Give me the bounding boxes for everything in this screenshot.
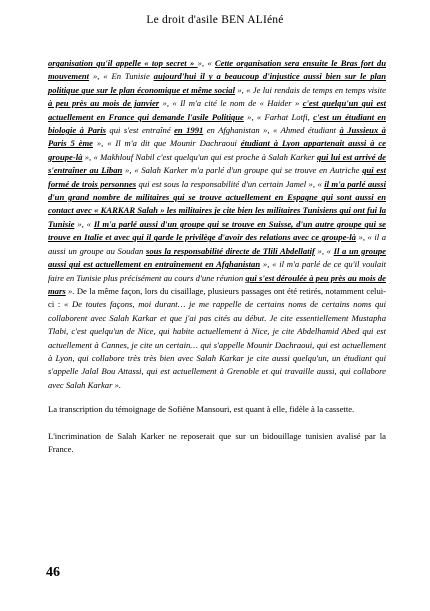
quote-segment: », « il a aussi un groupe au Soudan [48,232,386,256]
emphasized-quote-segment: en 1991 [174,125,204,136]
quote-segment: », « Je lui rendais de temps en temps visite [234,84,386,95]
emphasized-quote-segment: Il a un groupe aussi qui est actuellement en entraînement en Afghanistan [48,245,386,270]
quote-segment: ». [65,285,77,296]
emphasized-quote-segment: c'est un étudiant en biologie à Paris [48,111,386,136]
emphasized-quote-segment: aujourd'hui il y a beaucoup d'injustice aussi bien sur le plan politique que sur le plan économique et même social [48,71,386,95]
quote-segment: », « Il m'a dit que Mounir Dachraoui [93,138,241,149]
page-number: 46 [46,565,60,580]
emphasized-quote-segment: à Jussieux à Paris 5 ème [48,125,386,149]
main-text [48,57,386,456]
emphasized-quote-segment: Cette organisation sera ensuite le Bras fort du mouvement [48,58,386,82]
quote-segment: », « En Tunisie [89,71,154,82]
quote-segment: », « [197,58,215,68]
emphasized-quote-segment: à peu près au mois de janvier [48,98,160,109]
paragraph-incrimination: L'incrimination de Salah Karker ne reposerait que sur un bidouillage tunisien avalisé par la France. [48,430,386,454]
emphasized-quote-segment: Il m'a parlé aussi d'un groupe qui se trouve en Suisse, d'un autre groupe qui se trouve en Italie et avec qui il garde le privilège d'avoir des relations avec ce groupe-là [48,218,386,243]
quote-segment: », « [314,245,334,256]
quote-segment: De la même façon, lors du cisaillage, plusieurs passages ont été retirés, notamment celui-ci : [48,285,386,310]
quote-segment: qui est sous la responsabilité d'un certain Jamel », « [136,178,325,189]
emphasized-quote-segment: qui lui est arrivé de s'entraîner au Liban [48,151,386,176]
quote-paragraph [48,57,386,392]
emphasized-quote-segment: qui s'est déroulée à peu près au mois de mars [48,272,386,296]
quote-segment: », « Farhat Lotfi, [243,111,314,122]
emphasized-quote-segment: étudiant à Lyon appartenait aussi à ce groupe-là [48,138,386,162]
emphasized-quote-segment: sous la responsabilité directe de Tlili Abdellatif [145,245,315,256]
quote-segment: « De toutes façons, moi durant… je me rappelle de certains noms de certains noms qui collaborent avec Salah Karkar et que j'ai pas cités au début. Je cite essentiellement Mustapha Tlabi, c'est quelqu'un de Nice, qui habite actuellement à Nice, je cite Abdelhamid Abed qui est actuellement à Cannes, je cite un certain… qui s'appelle Mounir Dachraoui, qui est actuellement à Lyon, qui collabore très très bien avec Salah Karkar je cite aussi quelqu'un, un étudiant qui s'appelle Jalal Bou Attassi, qui est actuellement à Grenoble et qui travaille aussi, qui collabore avec Salah Karkar ». [48,299,386,390]
quote-segment: qui s'est entraîné [105,125,175,136]
emphasized-quote-segment: c'est quelqu'un qui est actuellement en France qui demande l'asile Politique [48,98,386,122]
quote-segment: », « Makhlouf Nabil c'est quelqu'un qui est proche à Salah Karker [82,151,317,162]
emphasized-quote-segment: il m'a parlé aussi d'un grand nombre de militaires qui se trouve actuellement en Espagne qui sont aussi en contact avec « KARKAR Salah » les militaires je cite bien les militaires Tunisiens qui ont fui la Tunisie [48,178,386,229]
quote-segment: », « Salah Karker m'a parlé d'un groupe qui se trouve en Autriche [122,165,363,176]
paragraph-transcription: La transcription du témoignage de Sofiène Mansouri, est quant à elle, fidèle à la cassette. [48,404,355,415]
emphasized-quote-segment: organisation qu'il appelle « top secret » [48,58,198,68]
quote-segment: en Afghanistan », « Ahmed étudiant [203,125,340,136]
quote-segment: », « il m'a parlé de ce qu'il voulait faire en Tunisie plus précisément au cours d'une réunion [48,259,386,283]
emphasized-quote-segment: qui est formé de trois personnes [48,165,386,189]
quote-segment: », « Il m'a cité le nom de « Haider » [159,98,303,109]
quote-segment: », « [74,218,94,229]
page-header: Le droit d'asile BEN ALIéné [146,14,284,26]
